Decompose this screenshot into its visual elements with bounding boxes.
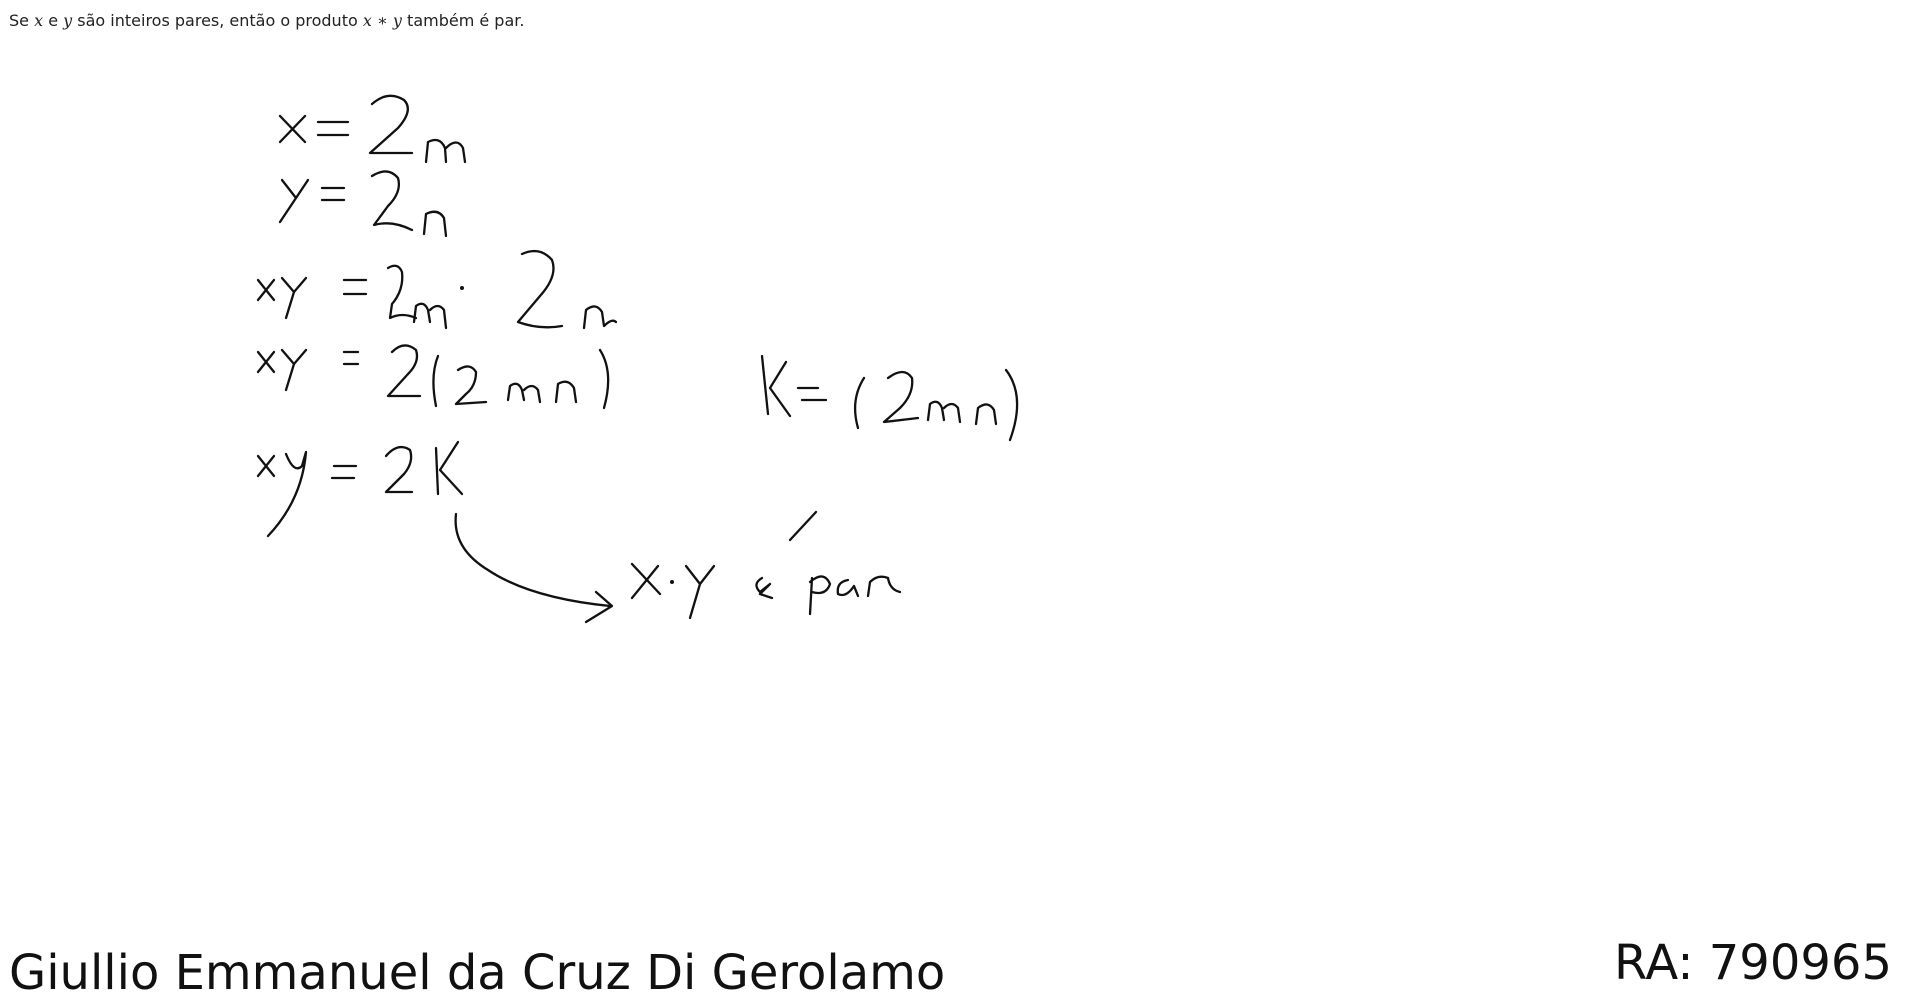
author-name: Giullio Emmanuel da Cruz Di Gerolamo <box>9 945 946 1001</box>
statement-suffix: também é par. <box>401 11 525 30</box>
statement-product: x ∗ y <box>362 11 402 30</box>
hand-line-4 <box>255 349 508 395</box>
hand-line-2 <box>270 179 403 225</box>
student-ra: RA: 790965 <box>1613 935 1892 991</box>
hand-conclusion <box>630 554 807 600</box>
statement-var-y: y <box>63 11 73 30</box>
statement-var-x: x <box>34 11 44 30</box>
statement-mid-2: são inteiros pares, então o produto <box>72 11 363 30</box>
stroke-arrow <box>456 514 612 622</box>
hand-line-3 <box>255 274 515 320</box>
statement-prefix: Se <box>9 11 35 30</box>
statement-mid-1: e <box>43 11 64 30</box>
